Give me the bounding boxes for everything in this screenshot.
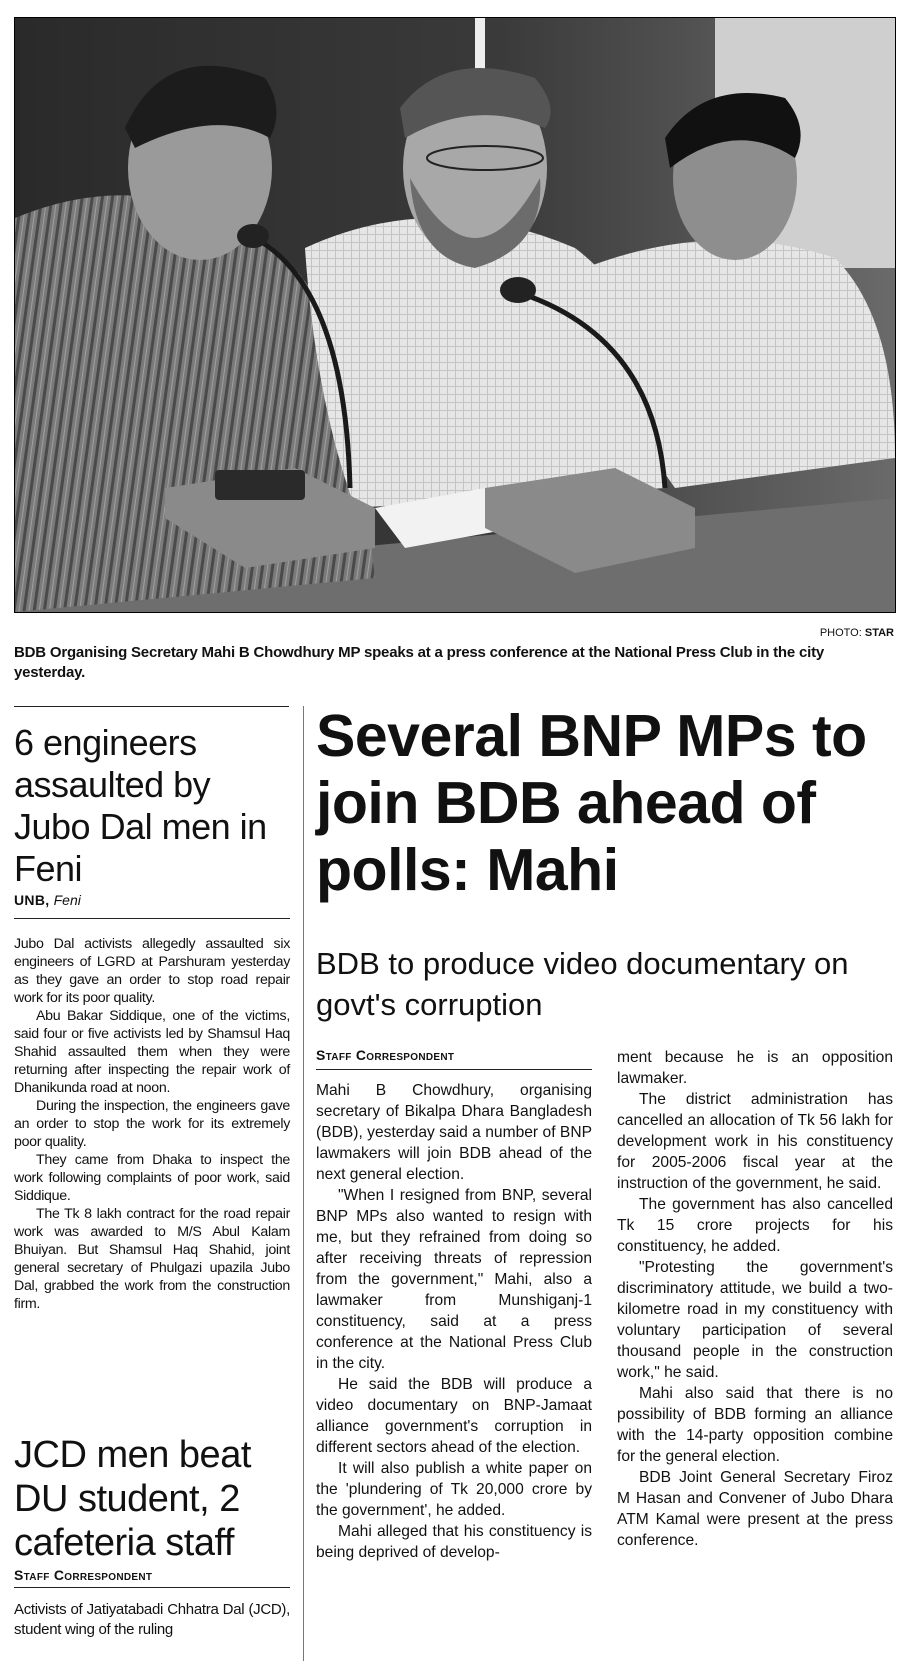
- side-story-engineers: [14, 722, 290, 1313]
- main-subheadline: BDB to produce video documentary on govt's corruption: [316, 946, 849, 1022]
- byline-rule: [316, 1069, 592, 1070]
- photo-illustration: [15, 18, 895, 612]
- paragraph: Mahi B Chowdhury, organising secretary of Bikalpa Dhara Bangladesh (BDB), yesterday said a number of BNP lawmakers will join BDB ahead of the next general election.: [316, 1082, 592, 1183]
- column-divider: [303, 706, 304, 1661]
- paragraph: He said the BDB will produce a video documentary on BNP-Jamaat alliance government's corruption in different sectors ahead of the election.: [316, 1376, 592, 1456]
- paragraph: The Tk 8 lakh contract for the road repair work was awarded to M/S Abul Kalam Bhuiyan. But Shamsul Haq Shahid, joint general secretary of Phulgazi upazila Jubo Dal, grabbed the work from the construction firm.: [14, 1206, 290, 1312]
- main-headline: Several BNP MPs to join BDB ahead of polls: Mahi: [316, 703, 867, 903]
- side-story-byline: UNB, Feni: [14, 892, 81, 908]
- side-story-jcd: [14, 1433, 290, 1640]
- paragraph: "Protesting the government's discriminatory attitude, we build a two-kilometre road in my constituency with voluntary participation of several thousand people in the construction work," he said.: [617, 1259, 893, 1381]
- paragraph: Mahi also said that there is no possibility of BDB forming an alliance with the 14-party opposition combine for the general election.: [617, 1385, 893, 1465]
- photo-caption: BDB Organising Secretary Mahi B Chowdhury MP speaks at a press conference at the National Press Club in the city yesterday.: [14, 644, 825, 681]
- side-story-headline: 6 engineers assaulted by Jubo Dal men in Feni: [14, 722, 267, 889]
- photo-credit: PHOTO: STAR: [819, 627, 894, 639]
- paragraph: The district administration has cancelled an allocation of Tk 56 lakh for development work in his constituency for 2005-2006 fiscal year at the instruction of the government, he said.: [617, 1091, 893, 1192]
- paragraph: "When I resigned from BNP, several BNP MPs also wanted to resign with me, but they refrained from doing so after receiving threats of repression from the government," Mahi, also a lawmaker from Munshiganj-1 constituency, said at a press conference at the National Press Club in the city.: [316, 1187, 592, 1372]
- paragraph: It will also publish a white paper on the 'plundering of Tk 20,000 crore by the government', he added.: [316, 1460, 592, 1519]
- paragraph: Jubo Dal activists allegedly assaulted six engineers of LGRD at Parshuram yesterday as they gave an order to stop road repair work for its poor quality.: [14, 936, 290, 1006]
- paragraph: Mahi alleged that his constituency is being deprived of develop-: [316, 1523, 592, 1561]
- left-column-top-rule: [14, 706, 289, 707]
- main-story-column-2: [617, 1047, 893, 1551]
- side-story-body: [14, 935, 290, 1313]
- paragraph: During the inspection, the engineers gave an order to stop the work for its extremely poor quality.: [14, 1098, 290, 1150]
- paragraph: Activists of Jatiyatabadi Chhatra Dal (JCD), student wing of the ruling: [14, 1601, 290, 1638]
- paragraph: Abu Bakar Siddique, one of the victims, said four or five activists led by Shamsul Haq Shahid assaulted them when they were returning after inspecting the repair work of Dhanikunda road at noon.: [14, 1008, 290, 1096]
- press-conference-photo: [14, 17, 896, 613]
- paragraph: ment because he is an opposition lawmaker.: [617, 1049, 893, 1087]
- main-story-byline: Staff Correspondent: [316, 1047, 455, 1063]
- main-story-body-col1: [316, 1080, 592, 1563]
- paragraph: The government has also cancelled Tk 15 crore projects for his constituency, he added.: [617, 1196, 893, 1255]
- side-story-body: [14, 1600, 290, 1640]
- side-story-byline: Staff Correspondent: [14, 1567, 153, 1583]
- paragraph: They came from Dhaka to inspect the work following complaints of poor work, said Siddique.: [14, 1152, 290, 1204]
- side-story-headline: JCD men beat DU student, 2 cafeteria staff: [14, 1434, 251, 1564]
- main-story-column-1: [316, 1047, 592, 1563]
- byline-rule: [14, 1587, 290, 1588]
- byline-rule: [14, 918, 290, 919]
- paragraph: BDB Joint General Secretary Firoz M Hasan and Convener of Jubo Dhara ATM Kamal were present at the press conference.: [617, 1469, 893, 1549]
